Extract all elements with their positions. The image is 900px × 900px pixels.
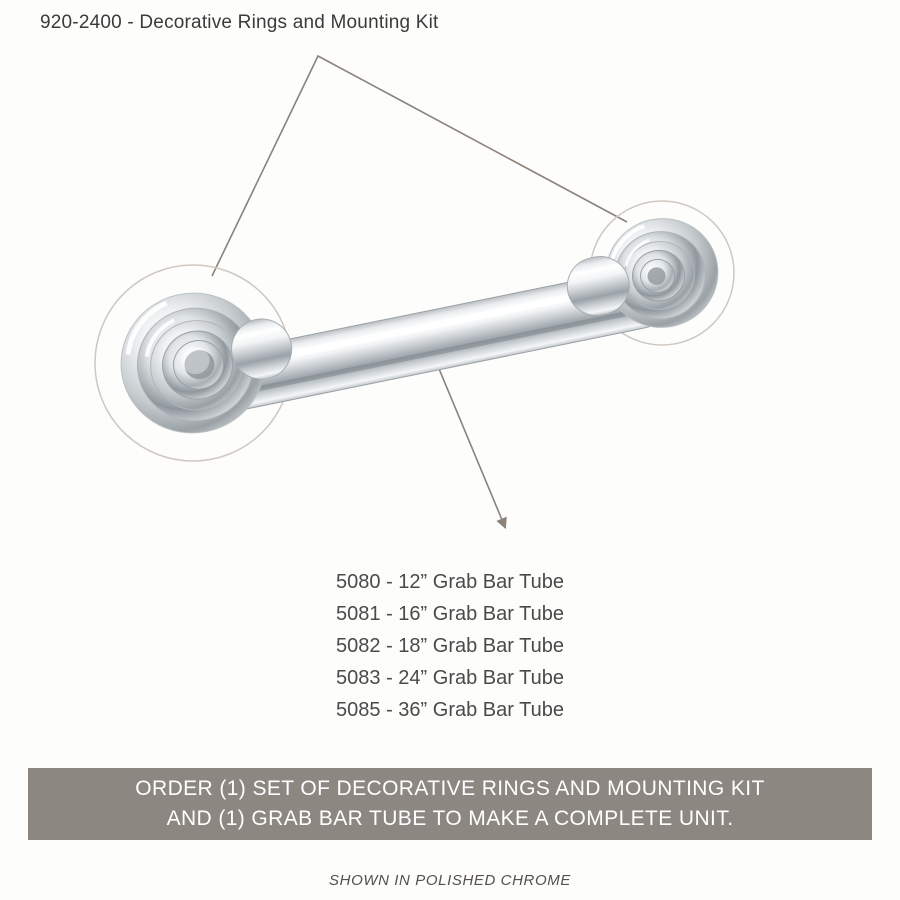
list-item: 5080 - 12” Grab Bar Tube xyxy=(336,571,564,593)
list-item: 5085 - 36” Grab Bar Tube xyxy=(336,699,564,721)
finish-footnote: SHOWN IN POLISHED CHROME xyxy=(329,872,571,889)
list-item: 5081 - 16” Grab Bar Tube xyxy=(336,603,564,625)
page-title: 920-2400 - Decorative Rings and Mounting Kit xyxy=(40,12,439,33)
part-number-list xyxy=(0,566,900,726)
instruction-line-2: AND (1) GRAB BAR TUBE TO MAKE A COMPLETE UNIT. xyxy=(166,807,734,830)
list-item: 5082 - 18” Grab Bar Tube xyxy=(336,635,564,657)
left-decorative-ring xyxy=(106,271,306,451)
instruction-line-1: ORDER (1) SET OF DECORATIVE RINGS AND MOUNTING KIT xyxy=(135,777,765,800)
grab-bar-assembly xyxy=(106,209,728,451)
instruction-banner xyxy=(28,768,872,840)
list-item: 5083 - 24” Grab Bar Tube xyxy=(336,667,564,689)
